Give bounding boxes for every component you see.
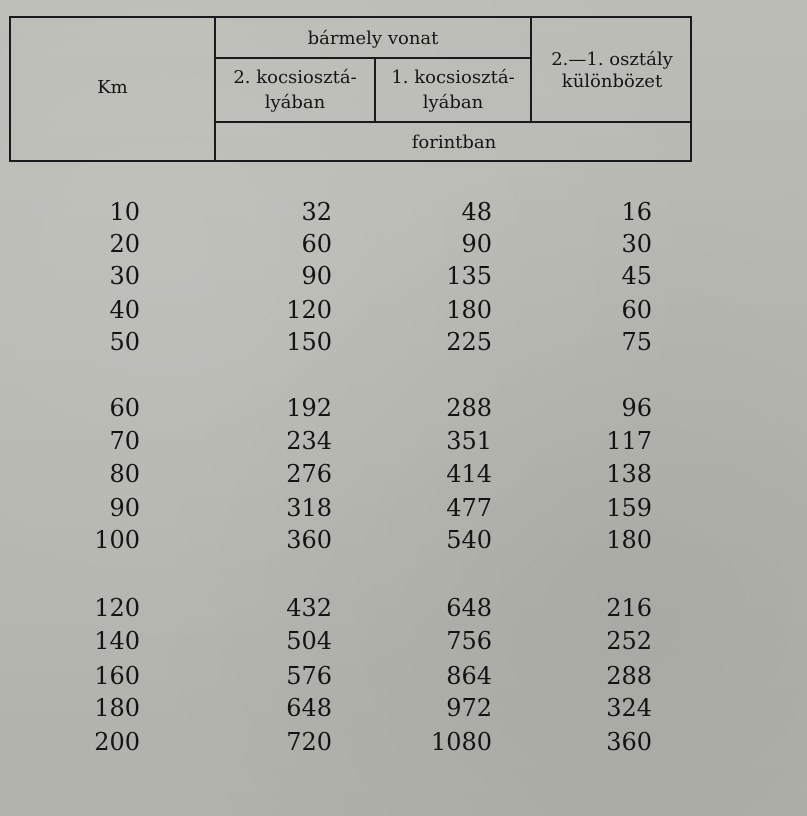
difference-cell: 138: [606, 460, 652, 488]
difference-cell: 96: [621, 394, 652, 422]
first-class-cell: 756: [446, 627, 492, 655]
second-class-cell: 60: [301, 230, 332, 258]
difference-cell: 180: [606, 526, 652, 554]
difference-cell: 30: [621, 230, 652, 258]
second-class-cell: 32: [301, 198, 332, 226]
km-cell: 120: [94, 594, 140, 622]
km-cell: 90: [109, 494, 140, 522]
second-class-cell: 90: [301, 262, 332, 290]
km-cell: 30: [109, 262, 140, 290]
difference-cell: 216: [606, 594, 652, 622]
difference-cell: 16: [621, 198, 652, 226]
difference-cell: 360: [606, 728, 652, 756]
header-divider: [214, 121, 692, 123]
first-class-cell: 351: [446, 427, 492, 455]
km-cell: 70: [109, 427, 140, 455]
km-cell: 20: [109, 230, 140, 258]
first-class-cell: 288: [446, 394, 492, 422]
second-class-cell: 318: [286, 494, 332, 522]
km-column-header: Km: [97, 77, 128, 98]
second-class-cell: 120: [286, 296, 332, 324]
first-class-cell: 648: [446, 594, 492, 622]
km-cell: 140: [94, 627, 140, 655]
km-cell: 10: [109, 198, 140, 226]
first-class-cell: 180: [446, 296, 492, 324]
km-cell: 200: [94, 728, 140, 756]
second-class-cell: 234: [286, 427, 332, 455]
km-cell: 100: [94, 526, 140, 554]
difference-cell: 75: [621, 328, 652, 356]
first-class-cell: 477: [446, 494, 492, 522]
km-cell: 180: [94, 694, 140, 722]
first-class-cell: 225: [446, 328, 492, 356]
first-class-cell: 864: [446, 662, 492, 690]
difference-cell: 60: [621, 296, 652, 324]
first-class-cell: 1080: [430, 728, 492, 756]
second-class-cell: 504: [286, 627, 332, 655]
first-class-cell: 135: [446, 262, 492, 290]
first-class-cell: 90: [461, 230, 492, 258]
difference-cell: 252: [606, 627, 652, 655]
second-class-cell: 360: [286, 526, 332, 554]
second-class-cell: 720: [286, 728, 332, 756]
second-class-cell: 432: [286, 594, 332, 622]
header-divider: [214, 57, 532, 59]
first-class-cell: 48: [461, 198, 492, 226]
difference-cell: 324: [606, 694, 652, 722]
second-class-cell: 276: [286, 460, 332, 488]
first-class-header-line1: 1. kocsiosztá-: [391, 67, 515, 88]
unit-header: forintban: [411, 132, 497, 153]
second-class-header-line2: lyában: [264, 92, 326, 113]
first-class-cell: 972: [446, 694, 492, 722]
second-class-cell: 192: [286, 394, 332, 422]
first-class-cell: 540: [446, 526, 492, 554]
km-cell: 80: [109, 460, 140, 488]
difference-header-line2: különbözet: [561, 71, 663, 92]
first-class-cell: 414: [446, 460, 492, 488]
difference-cell: 159: [606, 494, 652, 522]
second-class-header-line1: 2. kocsiosztá-: [233, 67, 357, 88]
second-class-cell: 150: [286, 328, 332, 356]
km-cell: 160: [94, 662, 140, 690]
first-class-header-line2: lyában: [422, 92, 484, 113]
km-cell: 50: [109, 328, 140, 356]
difference-header-line1: 2.—1. osztály: [551, 49, 673, 70]
difference-cell: 45: [621, 262, 652, 290]
difference-cell: 117: [606, 427, 652, 455]
second-class-cell: 576: [286, 662, 332, 690]
second-class-cell: 648: [286, 694, 332, 722]
difference-cell: 288: [606, 662, 652, 690]
group-header: bármely vonat: [307, 28, 439, 49]
km-cell: 40: [109, 296, 140, 324]
km-cell: 60: [109, 394, 140, 422]
